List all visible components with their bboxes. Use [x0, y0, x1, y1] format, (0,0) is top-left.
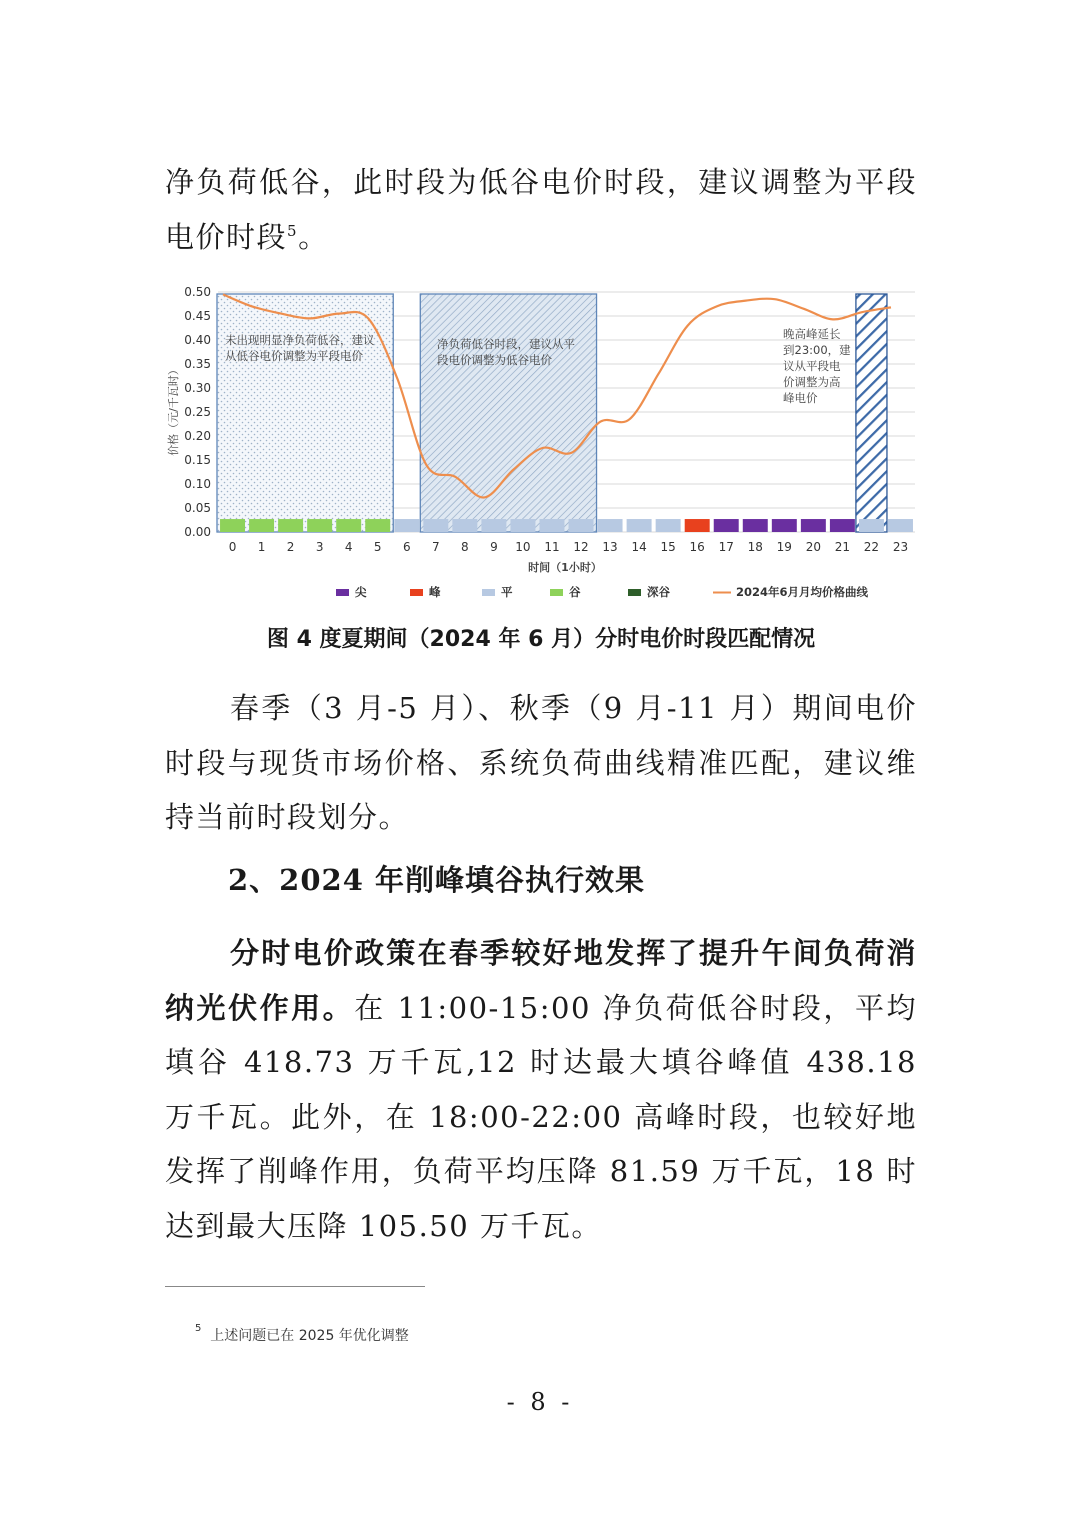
- period-bar: [249, 519, 274, 532]
- y-tick-label: 0.35: [184, 357, 211, 371]
- footnote-number: 5: [195, 1323, 202, 1334]
- period-bar: [569, 519, 594, 532]
- legend-label: 2024年6月月均价格曲线: [736, 585, 869, 599]
- x-tick-label: 15: [660, 540, 676, 554]
- x-tick-label: 1: [257, 540, 266, 554]
- x-tick-label: 10: [515, 540, 531, 554]
- x-tick-label: 14: [631, 540, 647, 554]
- y-tick-label: 0.45: [184, 309, 211, 323]
- legend-label: 深谷: [647, 585, 670, 599]
- figure-caption: 图 4 度夏期间（2024 年 6 月）分时电价时段匹配情况: [266, 627, 816, 652]
- y-tick-label: 0.10: [184, 477, 211, 491]
- x-axis-label: 时间（1小时）: [528, 561, 602, 574]
- x-axis: [229, 540, 908, 554]
- y-tick-label: 0.30: [184, 381, 211, 395]
- x-tick-label: 22: [863, 540, 880, 554]
- period-bar: [859, 519, 884, 532]
- period-bar: [539, 519, 564, 532]
- legend-label: 尖: [355, 585, 367, 599]
- period-bar: [481, 519, 506, 532]
- period-bar: [394, 519, 419, 532]
- intro-text: 净负荷低谷，此时段为低谷电价时段，建议调整为平段电价时段: [165, 165, 917, 254]
- y-tick-label: 0.40: [184, 333, 211, 347]
- period-bar: [598, 519, 623, 532]
- legend-label: 峰: [429, 585, 441, 599]
- legend-swatch: [482, 589, 495, 596]
- legend-swatch: [336, 589, 349, 596]
- effect-paragraph: [165, 926, 917, 1253]
- annotation-text: 议从平段电: [783, 359, 841, 373]
- legend-swatch: [628, 589, 641, 596]
- spring-autumn-paragraph: 春季（3 月-5 月）、秋季（9 月-11 月）期间电价时段与现货市场价格、系统负荷曲线精准匹配，建议维持当前时段划分。: [165, 691, 917, 834]
- effect-body: 在 11:00-15:00 净负荷低谷时段，平均填谷 418.73 万千瓦,12 时达最大填谷峰值 438.18 万千瓦。此外，在 18:00-22:00 高峰时段，也较好地发挥了削峰作用，负荷平均压降 81.59 万千瓦，18 时达到最大压降 105.50 万千瓦。: [165, 990, 917, 1243]
- annotation-text: 峰电价: [783, 391, 818, 405]
- x-tick-label: 11: [544, 540, 560, 554]
- footnote-rule: [165, 1286, 425, 1287]
- highlight-region: [420, 294, 596, 532]
- period-bar: [714, 519, 739, 532]
- x-tick-label: 5: [373, 540, 382, 554]
- y-axis-label: 价格（元/千瓦时）: [167, 364, 180, 456]
- highlight-region: [856, 294, 887, 532]
- highlight-region: [217, 294, 393, 532]
- x-tick-label: 6: [402, 540, 411, 554]
- y-axis: [184, 285, 211, 539]
- period-bar: [685, 519, 710, 532]
- y-tick-label: 0.05: [184, 501, 211, 515]
- legend-label: 谷: [569, 585, 581, 599]
- legend-swatch: [410, 589, 423, 596]
- annotation-text: 价调整为高: [783, 375, 841, 389]
- x-tick-label: 0: [228, 540, 237, 554]
- intro-paragraph: [165, 155, 917, 264]
- y-tick-label: 0.20: [184, 429, 211, 443]
- x-tick-label: 4: [344, 540, 353, 554]
- period-bar: [452, 519, 477, 532]
- x-tick-label: 19: [776, 540, 792, 554]
- period-bar: [627, 519, 652, 532]
- period-bar: [307, 519, 332, 532]
- page-number: - 8 -: [506, 1388, 574, 1416]
- x-tick-label: 9: [490, 540, 498, 554]
- x-tick-label: 2: [286, 540, 295, 554]
- footnote: [195, 1325, 409, 1345]
- x-tick-label: 20: [805, 540, 821, 554]
- period-bar: [423, 519, 448, 532]
- period-bar: [801, 519, 826, 532]
- price-period-chart: [160, 280, 920, 620]
- annotation-text: 从低谷电价调整为平段电价: [225, 349, 363, 363]
- x-tick-label: 17: [718, 540, 734, 554]
- period-bar: [888, 519, 913, 532]
- period-bar: [656, 519, 681, 532]
- x-tick-label: 21: [834, 540, 851, 554]
- period-bar: [772, 519, 797, 532]
- x-tick-label: 8: [461, 540, 469, 554]
- legend-swatch: [550, 589, 563, 596]
- section-heading: 2、2024 年削峰填谷执行效果: [228, 863, 645, 897]
- period-bar: [510, 519, 535, 532]
- x-tick-label: 16: [689, 540, 705, 554]
- x-tick-label: 13: [602, 540, 618, 554]
- period-bar: [278, 519, 303, 532]
- period-bar: [743, 519, 768, 532]
- x-tick-label: 7: [431, 540, 440, 554]
- x-tick-label: 23: [892, 540, 909, 554]
- chart-legend: [336, 585, 869, 599]
- y-tick-label: 0.50: [184, 285, 211, 299]
- x-tick-label: 12: [573, 540, 589, 554]
- annotation-text: 晚高峰延长: [783, 327, 841, 341]
- intro-end: 。: [298, 219, 329, 254]
- effect-bold-lead: 分时电价政策在春季较好地发挥了提升午间负荷消纳光伏作用。: [165, 936, 917, 1025]
- y-tick-label: 0.25: [184, 405, 211, 419]
- annotation-text: 未出现明显净负荷低谷，建议: [225, 333, 375, 347]
- footnote-text: 上述问题已在 2025 年优化调整: [210, 1328, 409, 1344]
- x-tick-label: 3: [315, 540, 324, 554]
- period-bar: [336, 519, 361, 532]
- annotation-text: 到23:00，建: [783, 343, 851, 357]
- legend-label: 平: [501, 585, 513, 599]
- annotation-text: 段电价调整为低谷电价: [437, 353, 552, 367]
- period-bar: [220, 519, 245, 532]
- period-bar: [365, 519, 390, 532]
- footnote-ref[interactable]: 5: [287, 221, 299, 240]
- x-tick-label: 18: [747, 540, 763, 554]
- period-bar: [830, 519, 855, 532]
- y-tick-label: 0.15: [184, 453, 211, 467]
- y-tick-label: 0.00: [184, 525, 211, 539]
- annotation-text: 净负荷低谷时段，建议从平: [437, 337, 575, 351]
